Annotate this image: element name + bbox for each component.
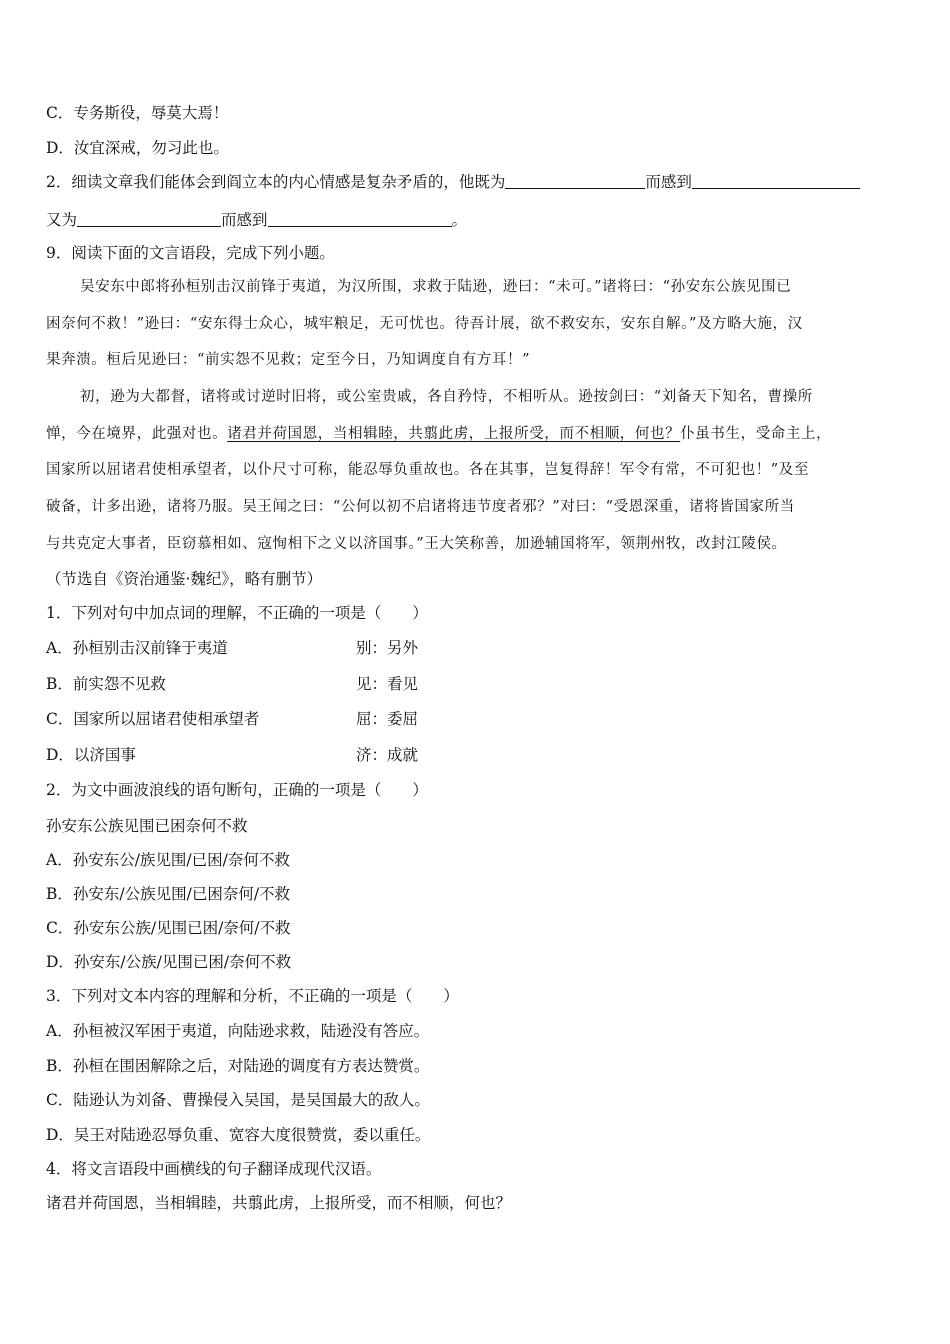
- passage-p2-line1: 初，逊为大都督，诸将或讨逆时旧将，或公室贵戚，各自矜恃，不相听从。逊按剑曰：“刘备天下知名，曹操所: [80, 389, 813, 405]
- sub3-option-c[interactable]: C．陆逊认为刘备、曹操侵入吴国，是吴国最大的敌人。: [46, 1091, 430, 1109]
- sub-question-3: 3．下列对文本内容的理解和分析，不正确的一项是（ ）: [46, 987, 459, 1005]
- sub1-option-c[interactable]: C．国家所以屈诸君使相承望者 屈：委屈: [46, 710, 419, 728]
- answer-blank-2[interactable]: [692, 172, 860, 189]
- passage-p2-line2: 惮，今在境界，此强对也。诸君并荷国恩，当相辑睦，共翦此虏，上报所受，而不相顺，何也？仆虽书生，受命主上，: [46, 426, 832, 442]
- passage-p2-line4: 破备，计多出逊，诸将乃服。吴王闻之曰：“公何以初不启诸将违节度者邪？”对曰：“受恩深重，诸将皆国家所当: [46, 499, 795, 515]
- sub2-option-c[interactable]: C．孙安东公族/见围已困/奈何/不救: [46, 919, 291, 937]
- answer-blank-1[interactable]: [505, 172, 645, 189]
- prev-question-2-line2: 又为 而感到 。: [46, 211, 468, 229]
- sub3-option-a[interactable]: A．孙桓被汉军困于夷道，向陆逊求救，陆逊没有答应。: [46, 1022, 430, 1040]
- sub1-option-a[interactable]: A．孙桓别击汉前锋于夷道 别：另外: [46, 639, 419, 657]
- sub4-sentence: 诸君并荷国恩，当相辑睦，共翦此虏，上报所受，而不相顺，何也？: [46, 1194, 512, 1212]
- passage-p1-line1: 吴安东中郎将孙桓别击汉前锋于夷道，为汉所围，求救于陆逊，逊曰：“未可。”诸将曰：“孙安东公族见围已: [80, 279, 792, 295]
- passage-p1-line2: 困奈何不救！”逊曰：“安东得士众心，城牢粮足，无可忧也。待吾计展，欲不救安东，安东自解。”及方略大施，汉: [46, 316, 803, 332]
- sub2-sentence: 孙安东公族见围已困奈何不救: [46, 817, 248, 835]
- sub3-option-d[interactable]: D．吴王对陆逊忍辱负重、宽容大度很赞赏，委以重任。: [46, 1126, 431, 1144]
- sub-question-4: 4．将文言语段中画横线的句子翻译成现代汉语。: [46, 1160, 382, 1178]
- prev-option-d: D．汝宜深戒，勿习此也。: [46, 139, 229, 157]
- passage-p2-line3: 国家所以屈诸君使相承望者，以仆尺寸可称，能忍辱负重故也。各在其事，岂复得辞！军令有常，不可犯也！”及至: [46, 462, 810, 478]
- prev-question-2-line1: 2．细读文章我们能体会到阎立本的内心情感是复杂矛盾的，他既为 而感到: [46, 172, 860, 192]
- sub2-option-d[interactable]: D．孙安东/公族/见围已困/奈何不救: [46, 953, 292, 971]
- passage-p1-line3: 果奔溃。桓后见逊曰：“前实怨不见救；定至今日，乃知调度自有方耳！”: [46, 352, 531, 368]
- sub2-option-b[interactable]: B．孙安东/公族见围/已困奈何/不救: [46, 885, 291, 903]
- prev-option-c: C．专务斯役，辱莫大焉！: [46, 104, 229, 122]
- sub1-option-d[interactable]: D．以济国事 济：成就: [46, 746, 419, 764]
- answer-blank-3[interactable]: [77, 210, 221, 227]
- question-9-intro: 9．阅读下面的文言语段，完成下列小题。: [46, 244, 335, 262]
- passage-p2-line5: 与共克定大事者，臣窃慕相如、寇恂相下之义以济国事。”王大笑称善，加逊辅国将军，领荆州牧，改封江陵侯。: [46, 536, 787, 552]
- sub-question-2: 2．为文中画波浪线的语句断句，正确的一项是（ ）: [46, 781, 428, 799]
- underlined-sentence: 诸君并荷国恩，当相辑睦，共翦此虏，上报所受，而不相顺，何也？: [227, 426, 681, 442]
- answer-blank-4[interactable]: [268, 210, 452, 227]
- sub3-option-b[interactable]: B．孙桓在围困解除之后，对陆逊的调度有方表达赞赏。: [46, 1057, 430, 1075]
- passage-source: （节选自《资治通鉴·魏纪》，略有删节）: [46, 570, 323, 588]
- sub-question-1: 1．下列对句中加点词的理解，不正确的一项是（ ）: [46, 604, 428, 622]
- sub2-option-a[interactable]: A．孙安东公/族见围/已困/奈何不救: [46, 851, 290, 869]
- sub1-option-b[interactable]: B．前实怨不见救 见：看见: [46, 675, 419, 693]
